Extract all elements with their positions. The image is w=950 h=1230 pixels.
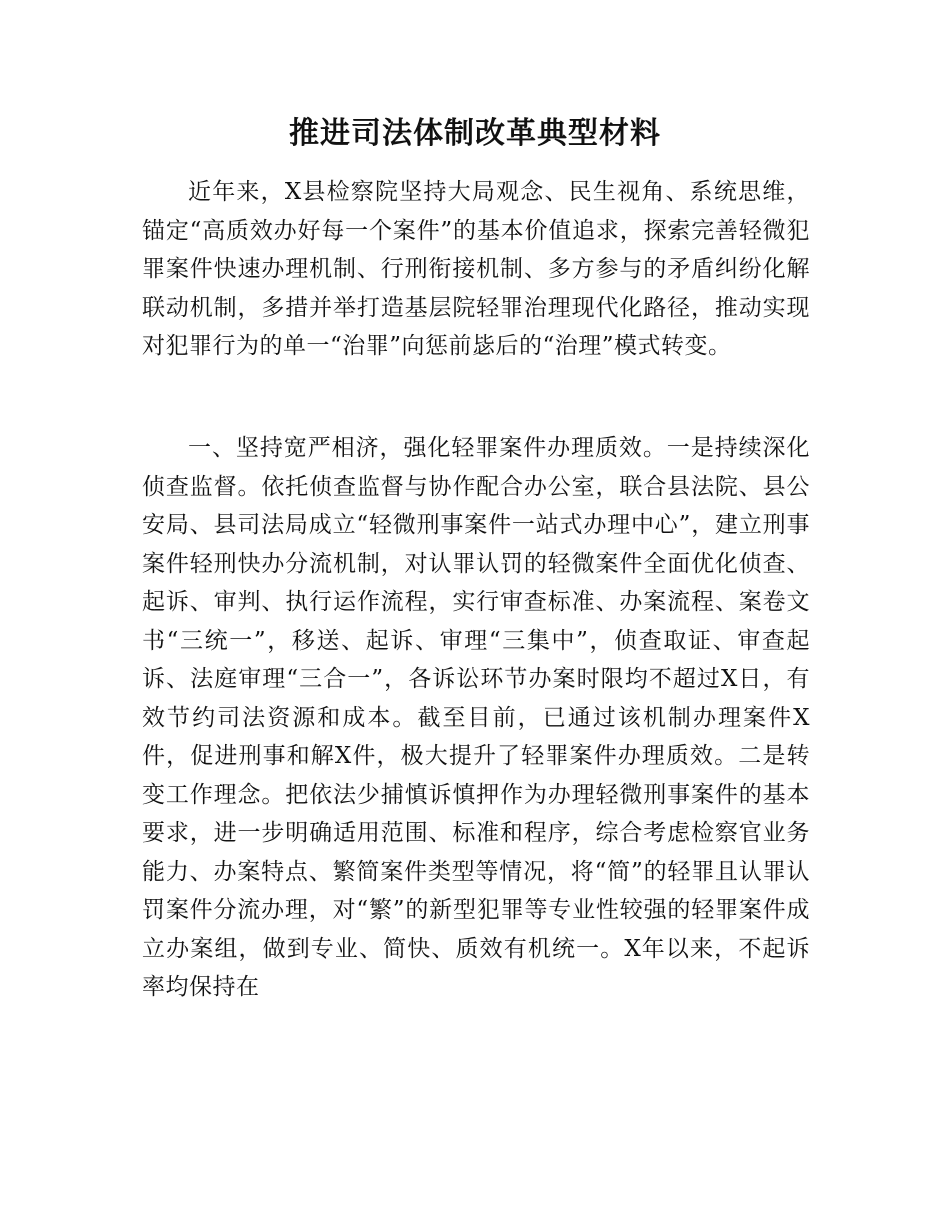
body-paragraph: 一、坚持宽严相济，强化轻罪案件办理质效。一是持续深化侦查监督。依托侦查监督与协作配合办公室，联合县法院、县公安局、县司法局成立“轻微刑事案件一站式办理中心”，建立刑事案件轻刑快办分流机制，对认罪认罚的轻微案件全面优化侦查、起诉、审判、执行运作流程，实行审查标准、办案流程、案卷文书“三统一”，移送、起诉、审理“三集中”，侦查取证、审查起诉、法庭审理“三合一”，各诉讼环节办案时限均不超过X日，有效节约司法资源和成本。截至目前，已通过该机制办理案件X件，促进刑事和解X件，极大提升了轻罪案件办理质效。二是转变工作理念。把依法少捕慎诉慎押作为办理轻微刑事案件的基本要求，进一步明确适用范围、标准和程序，综合考虑检察官业务能力、办案特点、繁简案件类型等情况，将“简”的轻罪且认罪认罚案件分流办理，对“繁”的新型犯罪等专业性较强的轻罪案件成立办案组，做到专业、简快、质效有机统一。X年以来，不起诉率均保持在 [142, 435, 810, 1000]
body-paragraph: 近年来，X县检察院坚持大局观念、民生视角、系统思维，锚定“高质效办好每一个案件”的基本价值追求，探索完善轻微犯罪案件快速办理机制、行刑衔接机制、多方参与的矛盾纠纷化解联动机制，多措并举打造基层院轻罪治理现代化路径，推动实现对犯罪行为的单一“治罪”向惩前毖后的“治理”模式转变。 [142, 179, 810, 359]
page-title: 推进司法体制改革典型材料 [289, 116, 661, 151]
